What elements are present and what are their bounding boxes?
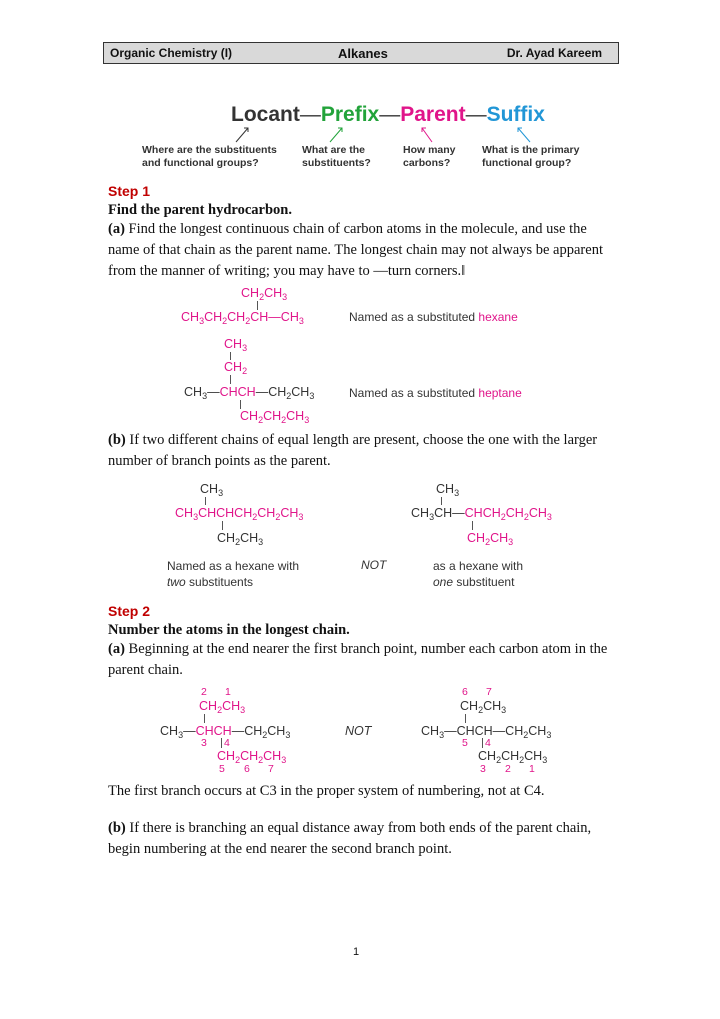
step1-heading: Step 1 xyxy=(108,183,151,199)
heptane-word: heptane xyxy=(478,386,522,400)
left-main-chain: $CH_3CHCHCH_2CH_2CH_3$ xyxy=(175,506,304,522)
left-note xyxy=(167,558,299,590)
right-methyl: $CH_3$ xyxy=(436,482,460,498)
page-header xyxy=(103,42,619,64)
left-propyl-branch: $CH_2CH_2CH_3$ xyxy=(217,749,287,765)
note-line: as a hexane with xyxy=(433,559,524,573)
arrows-graphic xyxy=(0,100,720,150)
bond xyxy=(204,714,205,723)
step2-heading: Step 2 xyxy=(108,603,151,619)
right-ethyl-branch: $CH_2CH_3$ xyxy=(460,699,507,715)
parent-arrow xyxy=(422,128,432,142)
question-line: How many xyxy=(403,144,456,156)
label-b: (b) xyxy=(108,820,126,836)
step2-a-paragraph xyxy=(108,639,618,681)
parent-word: Parent xyxy=(400,103,466,126)
bond xyxy=(240,400,241,409)
not-label: NOT xyxy=(345,724,372,738)
locant-word: Locant xyxy=(231,103,300,126)
left-methyl: $CH_3$ xyxy=(200,482,224,498)
locant-number: 3 xyxy=(201,737,207,749)
label-a: (a) xyxy=(108,641,125,657)
header-topic: Alkanes xyxy=(338,46,388,61)
locant-number: 4 xyxy=(224,737,230,749)
note-text: Named as a substituted xyxy=(349,386,479,400)
header-author: Dr. Ayad Kareem xyxy=(506,46,602,60)
question-line: functional group? xyxy=(482,157,572,169)
bond xyxy=(222,521,223,530)
bond xyxy=(230,375,231,384)
question-line: carbons? xyxy=(403,157,451,169)
bond xyxy=(205,497,206,505)
suffix-question xyxy=(482,144,579,170)
step1-a-text: Find the longest continuous chain of carbon atoms in the molecule, and use the name of that chain as the parent name. The longest chain may not always be apparent from the manner of writing; you may have to ―turn corners.‖ xyxy=(108,221,603,279)
note-line: substituents xyxy=(185,575,254,589)
note-text: Named as a substituted xyxy=(349,310,479,324)
note-emph: one xyxy=(433,575,454,589)
right-note xyxy=(433,558,523,590)
step1-a-paragraph xyxy=(108,219,618,282)
right-ethyl: $CH_2CH_3$ xyxy=(467,531,514,547)
locant-number: 2 xyxy=(201,686,207,698)
step1-b-paragraph xyxy=(108,430,618,472)
header-course: Organic Chemistry (I) xyxy=(110,46,233,60)
note-line: substituent xyxy=(453,575,515,589)
prefix-word: Prefix xyxy=(320,103,380,126)
ethyl-branch: $CH_2CH_3$ xyxy=(241,286,288,302)
locant-number: 5 xyxy=(462,737,468,749)
hexane-word: hexane xyxy=(478,310,518,324)
prefix-question xyxy=(302,144,371,170)
naming-scheme-figure xyxy=(0,100,720,190)
first-branch-sentence: The first branch occurs at C3 in the proper system of numbering, not at C4. xyxy=(108,783,545,799)
question-line: and functional groups? xyxy=(142,157,259,169)
prefix-arrow xyxy=(330,128,342,142)
locant-question xyxy=(142,144,277,170)
locant-number: 7 xyxy=(268,763,274,775)
locant-number: 1 xyxy=(529,763,535,775)
step2-b-text: If there is branching an equal distance away from both ends of the parent chain, begin numbering at the end nearer the second branch point. xyxy=(108,820,592,857)
bond xyxy=(472,521,473,530)
left-numbered-chain: $CH_3—CHCH—CH_2CH_3$ xyxy=(160,724,291,740)
right-main-chain: $CH_3CH—CHCH_2CH_2CH_3$ xyxy=(411,506,552,522)
bond xyxy=(482,738,483,748)
step2-a-text: Beginning at the end nearer the first branch point, number each carbon atom in the parent chain. xyxy=(108,641,608,678)
dash: — xyxy=(465,103,487,126)
locant-number: 5 xyxy=(219,763,225,775)
locant-number: 7 xyxy=(486,686,492,698)
heptane-note xyxy=(349,386,522,400)
locant-arrow xyxy=(236,128,248,142)
left-ethyl-branch: $CH_2CH_3$ xyxy=(199,699,246,715)
locant-number: 6 xyxy=(462,686,468,698)
step1-b-text: If two different chains of equal length are present, choose the one with the larger number of branch points as the parent. xyxy=(108,432,598,469)
label-a: (a) xyxy=(108,221,125,237)
bond xyxy=(230,352,231,360)
bond xyxy=(221,738,222,748)
bond xyxy=(441,497,442,505)
bond xyxy=(257,301,258,310)
suffix-word: Suffix xyxy=(486,103,545,126)
question-line: What is the primary xyxy=(482,144,580,156)
heptane-main-chain: $CH_3—CHCH—CH_2CH_3$ xyxy=(184,385,315,401)
dash: — xyxy=(299,103,321,126)
locant-number: 6 xyxy=(244,763,250,775)
locant-number: 2 xyxy=(505,763,511,775)
step2-b-paragraph xyxy=(108,818,618,860)
label-b: (b) xyxy=(108,432,126,448)
suffix-arrow xyxy=(518,128,530,142)
parent-question xyxy=(403,144,456,170)
left-ethyl: $CH_2CH_3$ xyxy=(217,531,264,547)
note-emph: two xyxy=(167,575,186,589)
methyl-top: $CH_3$ xyxy=(224,337,248,353)
step2-title: Number the atoms in the longest chain. xyxy=(108,622,350,638)
locant-number: 3 xyxy=(480,763,486,775)
note-line: Named as a hexane with xyxy=(167,559,300,573)
ch2-link: $CH_2$ xyxy=(224,360,248,376)
question-line: substituents? xyxy=(302,157,371,169)
right-numbered-chain: $CH_3—CHCH—CH_2CH_3$ xyxy=(421,724,552,740)
propyl-branch: $CH_2CH_2CH_3$ xyxy=(240,409,310,425)
bond xyxy=(465,714,466,723)
hexane-main-chain: $CH_3CH_2CH_2CH—CH_3$ xyxy=(181,310,304,326)
locant-number: 1 xyxy=(225,686,231,698)
not-label: NOT xyxy=(361,558,387,572)
page-number: 1 xyxy=(353,946,360,958)
step1-title: Find the parent hydrocarbon. xyxy=(108,202,292,218)
dash: — xyxy=(379,103,401,126)
question-line: Where are the substituents xyxy=(142,144,277,156)
question-line: What are the xyxy=(302,144,366,156)
locant-number: 4 xyxy=(485,737,491,749)
hexane-note xyxy=(349,310,518,324)
right-propyl-branch: $CH_2CH_2CH_3$ xyxy=(478,749,548,765)
